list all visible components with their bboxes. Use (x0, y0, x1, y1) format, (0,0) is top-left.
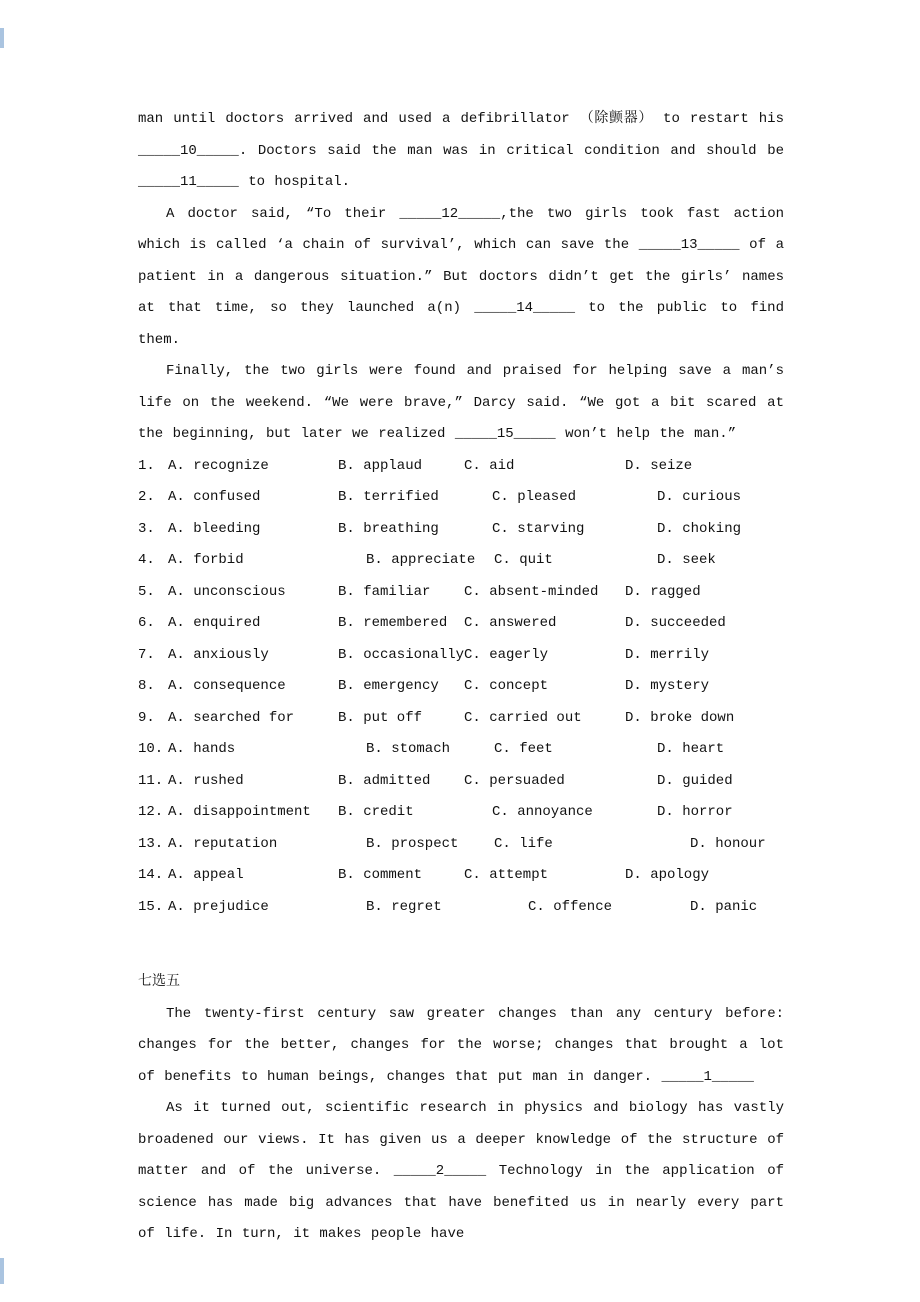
option-b: B. put off (338, 709, 423, 726)
question-row (138, 482, 784, 514)
cloze-paragraph: A doctor said, “To their _____12_____,the two girls took fast action which is called ‘a chain of survival’, which can save the _____13_____ of a patient in a dangerous situation.” But doctors didn’t get the girls’ names at that time, so they launched a(n) _____14_____ to the public to find them. (138, 205, 784, 348)
question-number: 1. (138, 457, 155, 474)
option-c: C. quit (494, 552, 553, 568)
question-number: 10. (138, 741, 164, 757)
question-row (138, 608, 784, 640)
option-d: D. seize (625, 457, 693, 474)
option-b: B. applaud (338, 457, 423, 474)
page-edge-marker-bottom (0, 1258, 4, 1284)
question-row (138, 640, 784, 672)
question-number: 7. (138, 646, 155, 663)
option-a: A. unconscious (168, 583, 286, 600)
option-c: C. starving (492, 520, 585, 537)
cloze-options-list (138, 451, 784, 924)
option-b: B. remembered (338, 615, 448, 631)
question-number: 5. (138, 583, 155, 600)
option-c: C. carried out (464, 709, 582, 726)
question-row (138, 514, 784, 546)
option-d: D. apology (625, 867, 710, 883)
question-row (138, 797, 784, 829)
option-c: C. aid (464, 457, 515, 474)
question-number: 14. (138, 867, 164, 883)
option-d: D. honour (690, 835, 766, 852)
question-number: 6. (138, 615, 155, 631)
option-a: A. consequence (168, 678, 286, 694)
option-c: C. concept (464, 678, 549, 694)
option-d: D. curious (657, 489, 742, 505)
question-row (138, 829, 784, 861)
question-row (138, 577, 784, 609)
option-a: A. confused (168, 489, 261, 505)
cloze-paragraph: man until doctors arrived and used a defibrillator （除颤器） to restart his _____10_____. Doctors said the man was in critical condition and should be _____11_____ to hospital. (138, 111, 784, 190)
question-row (138, 892, 784, 924)
question-row (138, 671, 784, 703)
option-d: D. ragged (625, 583, 701, 600)
seven-choose-five-paragraph: The twenty-first century saw greater changes than any century before: changes for the better, changes for the worse; changes that brought a lot of benefits to human beings, changes that put man in danger. _____1_____ (138, 1005, 784, 1085)
option-a: A. recognize (168, 457, 269, 474)
option-b: B. admitted (338, 772, 431, 789)
option-b: B. credit (338, 804, 414, 820)
cloze-paragraph: Finally, the two girls were found and praised for helping save a man’s life on the weekend. “We were brave,” Darcy said. “We got a bit scared at the beginning, but later we realized _____15_____ won’t help the man.” (138, 363, 784, 442)
option-d: D. horror (657, 804, 733, 820)
question-row (138, 860, 784, 892)
question-number: 4. (138, 552, 155, 568)
question-number: 12. (138, 804, 164, 820)
option-c: C. absent-minded (464, 583, 599, 600)
page-edge-marker-top (0, 28, 4, 48)
option-c: C. pleased (492, 489, 577, 505)
option-b: B. occasionally (338, 646, 465, 663)
option-c: C. attempt (464, 867, 549, 883)
question-number: 15. (138, 898, 164, 915)
option-d: D. succeeded (625, 615, 726, 631)
option-c: C. feet (494, 741, 553, 757)
option-d: D. merrily (625, 646, 710, 663)
option-a: A. appeal (168, 867, 244, 883)
option-c: C. eagerly (464, 646, 549, 663)
option-d: D. mystery (625, 678, 710, 694)
option-b: B. breathing (338, 520, 439, 537)
option-a: A. prejudice (168, 898, 269, 915)
option-d: D. broke down (625, 709, 735, 726)
option-d: D. guided (657, 772, 733, 789)
question-number: 13. (138, 835, 164, 852)
option-d: D. choking (657, 520, 742, 537)
option-c: C. answered (464, 615, 557, 631)
option-d: D. seek (657, 552, 716, 568)
section-heading: 七选五 (138, 974, 180, 990)
option-b: B. regret (366, 898, 442, 915)
question-row (138, 545, 784, 577)
question-number: 11. (138, 772, 164, 789)
option-a: A. enquired (168, 615, 261, 631)
option-b: B. stomach (366, 741, 451, 757)
option-c: C. offence (528, 898, 613, 915)
option-b: B. emergency (338, 678, 439, 694)
option-b: B. prospect (366, 835, 459, 852)
option-b: B. comment (338, 867, 423, 883)
option-b: B. appreciate (366, 552, 476, 568)
seven-choose-five-paragraph: As it turned out, scientific research in physics and biology has vastly broadened our views. It has given us a deeper knowledge of the structure of matter and of the universe. _____2_____ Technology in the application of science has made big advances that have benefited us in nearly every part of life. In turn, it makes people have (138, 1100, 784, 1242)
option-a: A. searched for (168, 709, 295, 726)
option-a: A. forbid (168, 552, 244, 568)
question-row (138, 734, 784, 766)
option-a: A. reputation (168, 835, 278, 852)
question-number: 8. (138, 678, 155, 694)
option-d: D. heart (657, 741, 725, 757)
option-a: A. rushed (168, 772, 244, 789)
option-a: A. anxiously (168, 646, 269, 663)
question-row (138, 451, 784, 483)
question-number: 9. (138, 709, 155, 726)
option-a: A. bleeding (168, 520, 261, 537)
option-b: B. terrified (338, 489, 439, 505)
question-number: 3. (138, 520, 155, 537)
option-a: A. hands (168, 741, 236, 757)
document-content (138, 104, 784, 1251)
question-row (138, 703, 784, 735)
question-number: 2. (138, 489, 155, 505)
option-c: C. persuaded (464, 772, 565, 789)
option-b: B. familiar (338, 583, 431, 600)
option-a: A. disappointment (168, 804, 311, 820)
option-c: C. life (494, 835, 553, 852)
option-d: D. panic (690, 898, 758, 915)
question-row (138, 766, 784, 798)
option-c: C. annoyance (492, 804, 593, 820)
